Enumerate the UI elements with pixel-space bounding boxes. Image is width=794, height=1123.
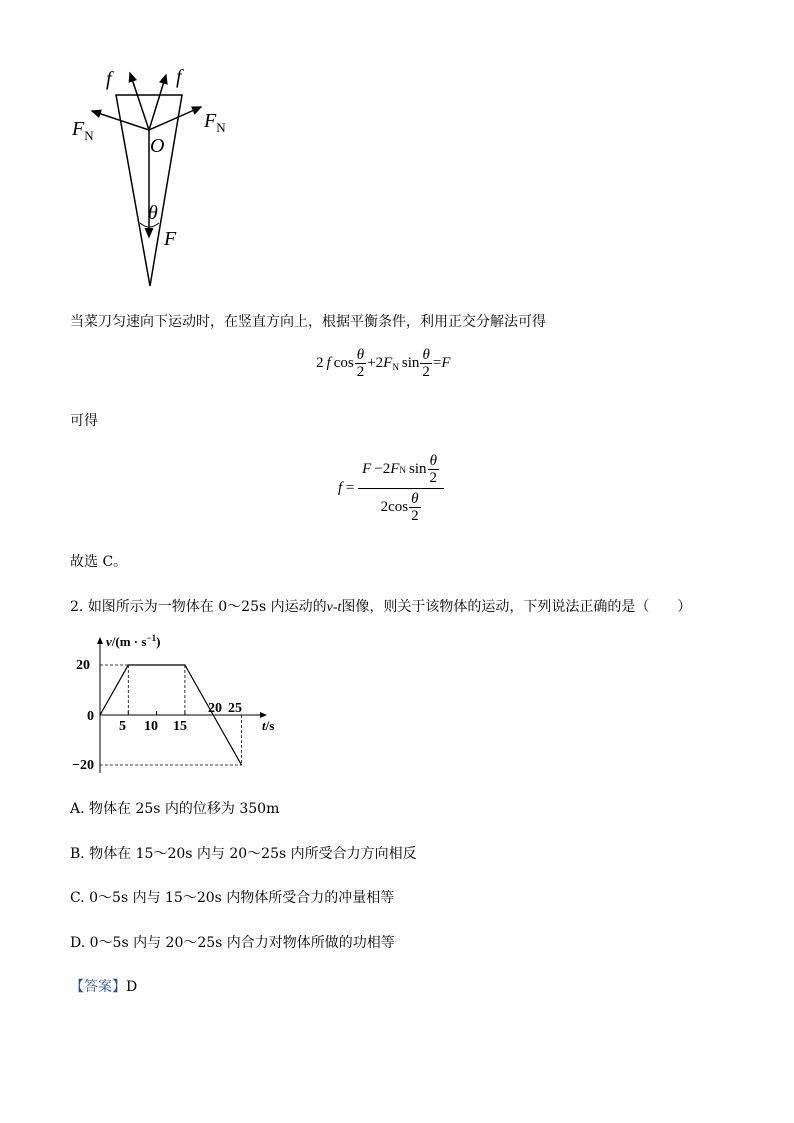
label-fn-left: $F_N$	[72, 118, 94, 143]
label-fn-right: $F_N$	[204, 110, 226, 135]
x-tick-5: 5	[119, 719, 126, 734]
option-a: A. 物体在 25s 内的位移为 350m	[70, 801, 280, 817]
answer-value: D	[126, 979, 138, 995]
label-theta: θ	[148, 202, 158, 224]
normal-arrow-left	[92, 111, 149, 130]
x-ticks	[128, 711, 185, 715]
normal-arrow-right	[149, 107, 201, 130]
option-c: C. 0～5s 内与 15～20s 内物体所受合力的冲量相等	[70, 890, 395, 906]
explanation-line-2: 可得	[70, 413, 98, 429]
x-tick-25: 25	[228, 701, 242, 716]
y-tick-20: 20	[76, 658, 90, 673]
x-tick-10: 10	[144, 719, 158, 734]
series-point	[184, 664, 185, 665]
label-o: O	[150, 135, 165, 157]
x-axis-label: t/s	[262, 718, 275, 733]
series-point	[99, 714, 100, 715]
option-b: B. 物体在 15～20s 内与 20～25s 内所受合力方向相反	[70, 846, 417, 862]
question-2-stem: 2. 如图所示为一物体在 0～25s 内运动的v-t图像，则关于该物体的运动，下列说法正确的是（ ）	[70, 599, 692, 615]
vt-graph	[66, 628, 288, 778]
explanation-line-1: 当菜刀匀速向下运动时，在竖直方向上，根据平衡条件，利用正交分解法可得	[70, 314, 546, 330]
y-axis-label: $v/(m \cdot s^{-1})$	[106, 633, 161, 649]
y-tick-neg20: −20	[72, 758, 94, 773]
x-tick-15: 15	[173, 719, 187, 734]
x-tick-20: 20	[208, 701, 222, 716]
series-point	[241, 764, 242, 765]
friction-arrow-right	[149, 75, 166, 130]
answer-line	[70, 976, 137, 996]
series-point	[128, 664, 129, 665]
option-d: D. 0～5s 内与 20～25s 内合力对物体所做的功相等	[70, 935, 395, 951]
friction-arrow-left	[130, 73, 149, 130]
label-f-right: f	[176, 66, 182, 88]
y-tick-0: 0	[87, 709, 94, 724]
equation-2: f = F −2 F N sin $\frac{\theta}{2}$ 2 cos $\frac{\theta}{2}$	[338, 453, 444, 524]
equation-1: 2 f cos $\frac{\theta}{2}$ $+2F_N$ sin $\frac{\theta}{2}$ =F	[316, 347, 451, 380]
label-f-left: f	[106, 68, 112, 90]
answer-tag: 【答案】	[70, 979, 126, 995]
label-f-force: F	[164, 228, 177, 250]
conclusion-text: 故选 C。	[70, 554, 128, 570]
knife-force-diagram	[60, 55, 260, 295]
